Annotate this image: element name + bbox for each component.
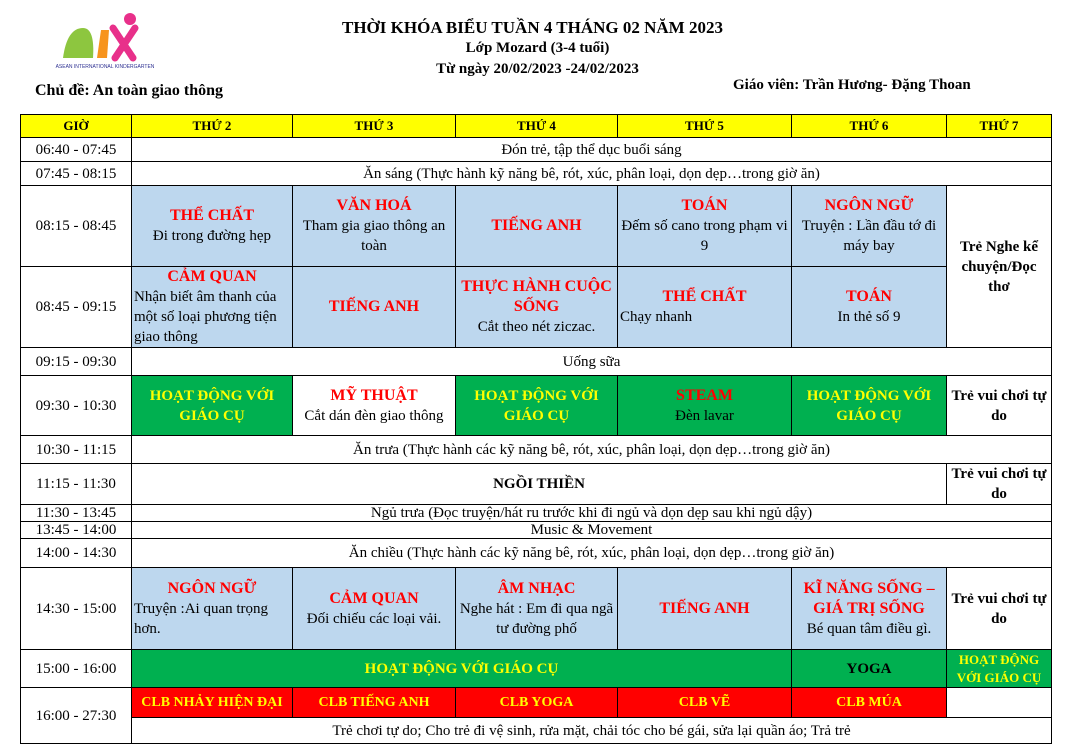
activity-label: HOẠT ĐỘNG VỚI GIÁO CỤ: [364, 660, 559, 677]
lesson-cell: [456, 267, 618, 348]
timetable: [20, 114, 1052, 744]
activity-cell: [456, 376, 618, 436]
lesson-desc: Nghe hát : Em đi qua ngã tư đường phố: [459, 600, 614, 637]
club-cell: [618, 688, 792, 718]
lesson-cell: [792, 186, 947, 267]
time-cell: 09:15 - 09:30: [21, 348, 132, 376]
table-row: [21, 718, 1052, 744]
subject-label: THỰC HÀNH CUỘC SỐNG: [461, 278, 612, 315]
time-cell: 11:15 - 11:30: [21, 464, 132, 505]
lesson-desc: Nhận biết âm thanh của một số loại phương tiện giao thông: [134, 289, 277, 345]
activity-cell: Music & Movement: [132, 522, 1052, 539]
col-header-mon: THỨ 2: [132, 115, 293, 138]
table-row: [21, 162, 1052, 186]
lesson-desc: Đối chiếu các loại vải.: [306, 610, 442, 627]
activity-cell: Trẻ chơi tự do; Cho trẻ đi vệ sinh, rửa mặt, chải tóc cho bé gái, sửa lại quần áo; Trả trẻ: [132, 718, 1052, 744]
lesson-desc: Truyện : Lần đầu tớ đi máy bay: [801, 218, 937, 254]
club-label: CLB MÚA: [836, 695, 902, 710]
time-cell: 13:45 - 14:00: [21, 522, 132, 539]
time-cell: 08:15 - 08:45: [21, 186, 132, 267]
activity-cell: [132, 376, 293, 436]
lesson-desc: Chạy nhanh: [620, 309, 693, 325]
lesson-cell: [293, 568, 456, 650]
activity-cell: Ăn sáng (Thực hành kỹ năng bê, rót, xúc, phân loại, dọn dẹp…trong giờ ăn): [132, 162, 1052, 186]
yoga-cell: YOGA: [792, 650, 947, 688]
saturday-cell: Trẻ vui chơi tự do: [947, 464, 1052, 505]
lesson-desc: Tham gia giao thông an toàn: [302, 218, 446, 254]
lesson-cell: [792, 568, 947, 650]
lesson-cell: [618, 186, 792, 267]
lesson-cell: [618, 267, 792, 348]
subject-label: CẢM QUAN: [167, 268, 257, 285]
lesson-cell: [293, 376, 456, 436]
club-cell: [293, 688, 456, 718]
lesson-desc: Đèn lavar: [675, 407, 734, 424]
club-label: CLB YOGA: [499, 695, 574, 710]
table-row: [21, 186, 1052, 267]
table-row: [21, 650, 1052, 688]
lesson-desc: Cắt dán đèn giao thông: [304, 407, 444, 424]
subject-label: TIẾNG ANH: [491, 217, 582, 234]
svg-text:ASEAN INTERNATIONAL KINDERGART: ASEAN INTERNATIONAL KINDERGARTEN: [55, 64, 155, 70]
empty-cell: [947, 688, 1052, 718]
activity-cell: [132, 650, 792, 688]
time-cell: 07:45 - 08:15: [21, 162, 132, 186]
lesson-cell: [792, 267, 947, 348]
club-cell: [456, 688, 618, 718]
activity-cell: NGỒI THIỀN: [132, 464, 947, 505]
date-range: Từ ngày 20/02/2023 -24/02/2023: [436, 61, 639, 77]
header-row: [21, 115, 1052, 138]
subject-label: THỂ CHẤT: [169, 207, 254, 224]
time-cell: 08:45 - 09:15: [21, 267, 132, 348]
lesson-cell: [132, 186, 293, 267]
col-header-thu: THỨ 5: [618, 115, 792, 138]
time-cell: 06:40 - 07:45: [21, 138, 132, 162]
activity-cell: Ngủ trưa (Đọc truyện/hát ru trước khi đi ngủ và dọn dẹp sau khi ngủ dậy): [132, 505, 1052, 522]
lesson-cell: [132, 267, 293, 348]
class-name: Lớp Mozard (3-4 tuổi): [465, 40, 610, 56]
activity-cell: [947, 650, 1052, 688]
time-cell: 14:30 - 15:00: [21, 568, 132, 650]
table-row: [21, 568, 1052, 650]
activity-cell: Đón trẻ, tập thể dục buổi sáng: [132, 138, 1052, 162]
activity-label: HOẠT ĐỘNG VỚI GIÁO CỤ: [806, 387, 932, 424]
saturday-cell: Trẻ Nghe kể chuyện/Đọc thơ: [947, 186, 1052, 348]
subject-label: THỂ CHẤT: [662, 288, 747, 305]
subject-label: ÂM NHẠC: [497, 579, 576, 597]
activity-cell: Ăn trưa (Thực hành các kỹ năng bê, rót, xúc, phân loại, dọn dẹp…trong giờ ăn): [132, 436, 1052, 464]
activity-label: HOẠT ĐỘNG VỚI GIÁO CỤ: [149, 387, 275, 424]
col-header-sat: THỨ 7: [947, 115, 1052, 138]
table-row: [21, 376, 1052, 436]
club-cell: [792, 688, 947, 718]
saturday-cell: Trẻ vui chơi tự do: [947, 568, 1052, 650]
schedule-title: THỜI KHÓA BIỂU TUẦN 4 THÁNG 02 NĂM 2023: [342, 18, 723, 37]
time-cell: 11:30 - 13:45: [21, 505, 132, 522]
time-cell: 14:00 - 14:30: [21, 539, 132, 568]
activity-cell: Ăn chiều (Thực hành các kỹ năng bê, rót, xúc, phân loại, dọn dẹp…trong giờ ăn): [132, 539, 1052, 568]
subject-label: MỸ THUẬT: [330, 386, 418, 404]
table-row: [21, 688, 1052, 718]
table-row: [21, 436, 1052, 464]
table-row: [21, 522, 1052, 539]
activity-label: HOẠT ĐỘNG VỚI GIÁO CỤ: [474, 387, 599, 424]
subject-label: KĨ NĂNG SỐNG – GIÁ TRỊ SỐNG: [803, 579, 935, 617]
time-cell: 15:00 - 16:00: [21, 650, 132, 688]
topic-label: Chủ đề: An toàn giao thông: [35, 82, 224, 99]
time-cell: 16:00 - 27:30: [21, 688, 132, 744]
lesson-cell: [293, 267, 456, 348]
teacher-label: Giáo viên: Trần Hương- Đặng Thoan: [733, 77, 971, 93]
subject-label: CẢM QUAN: [329, 589, 419, 607]
lesson-desc: Cắt theo nét ziczac.: [477, 319, 596, 335]
lesson-desc: In thẻ số 9: [837, 309, 901, 325]
subject-label: TOÁN: [681, 197, 728, 214]
table-row: [21, 539, 1052, 568]
table-row: [21, 348, 1052, 376]
activity-label: HOẠT ĐỘNG VỚI GIÁO CỤ: [956, 651, 1042, 685]
col-header-wed: THỨ 4: [456, 115, 618, 138]
club-cell: [132, 688, 293, 718]
col-header-fri: THỨ 6: [792, 115, 947, 138]
subject-label: TOÁN: [846, 288, 892, 305]
time-cell: 10:30 - 11:15: [21, 436, 132, 464]
lesson-cell: [618, 376, 792, 436]
subject-label: NGÔN NGỮ: [167, 579, 257, 597]
col-header-time: GIỜ: [21, 115, 132, 138]
club-label: CLB VẼ: [678, 695, 731, 710]
club-label: CLB NHẢY HIỆN ĐẠI: [141, 695, 283, 710]
lesson-cell: [456, 568, 618, 650]
saturday-cell: Trẻ vui chơi tự do: [947, 376, 1052, 436]
lesson-desc: Đếm số cano trong phạm vi 9: [621, 218, 788, 254]
lesson-cell: [456, 186, 618, 267]
lesson-cell: [132, 568, 293, 650]
subject-label: TIẾNG ANH: [659, 599, 750, 617]
table-row: [21, 138, 1052, 162]
time-cell: 09:30 - 10:30: [21, 376, 132, 436]
lesson-cell: [293, 186, 456, 267]
subject-label: VĂN HOÁ: [336, 197, 412, 214]
subject-label: TIẾNG ANH: [328, 298, 420, 315]
table-row: [21, 464, 1052, 505]
subject-label: STEAM: [676, 386, 733, 404]
lesson-desc: Truyện :Ai quan trọng hơn.: [134, 600, 269, 637]
activity-cell: [792, 376, 947, 436]
table-row: [21, 505, 1052, 522]
lesson-cell: [618, 568, 792, 650]
lesson-desc: Bé quan tâm điều gì.: [806, 620, 932, 637]
col-header-tue: THỨ 3: [293, 115, 456, 138]
table-row: [21, 267, 1052, 348]
lesson-desc: Đi trong đường hẹp: [152, 228, 272, 244]
subject-label: NGÔN NGỮ: [824, 197, 914, 214]
activity-cell: Uống sữa: [132, 348, 1052, 376]
club-label: CLB TIẾNG ANH: [318, 695, 430, 710]
